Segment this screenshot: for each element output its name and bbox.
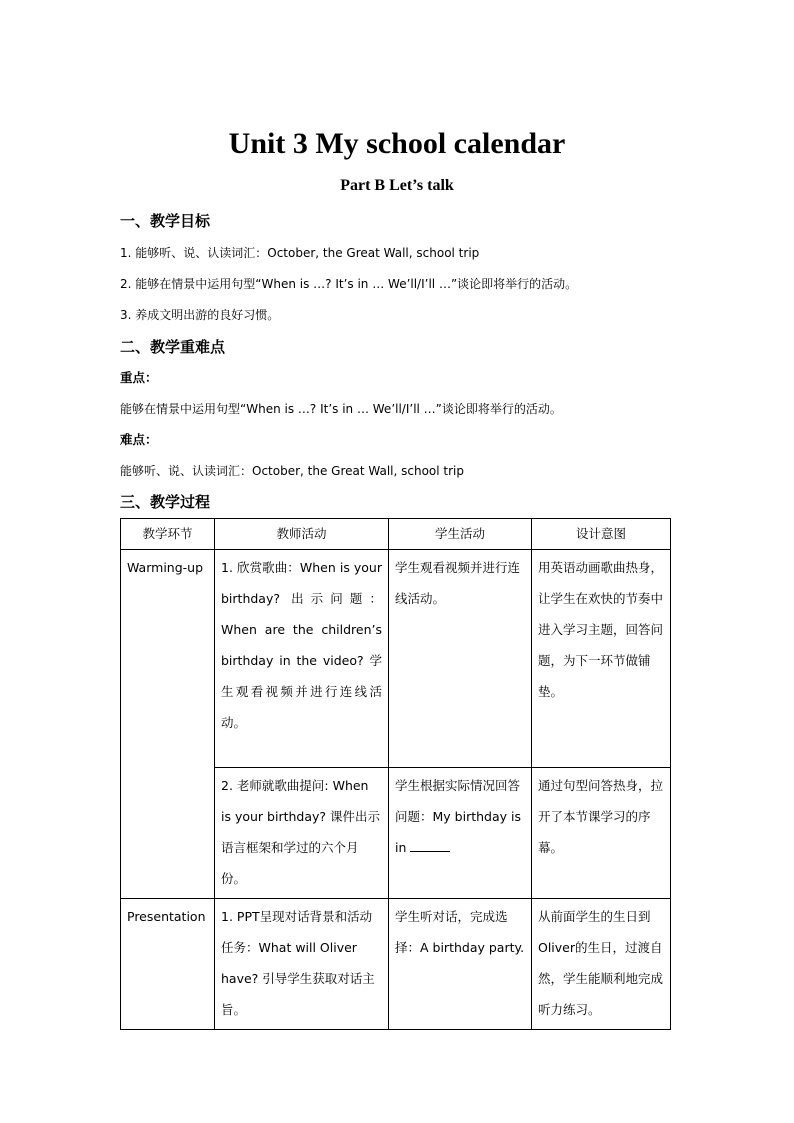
design-intent-cell: 从前面学生的生日到Oliver的生日，过渡自然，学生能顺利地完成听力练习。 [532,899,671,1030]
student-activity-cell: 学生观看视频并进行连线活动。 [389,550,532,768]
student-activity-text: 学生根据实际情况回答问题：My birthday is in [395,778,521,855]
page-subtitle: Part B Let’s talk [340,177,454,194]
student-activity-cell: 学生听对话，完成选择：A birthday party. [389,899,532,1030]
key-point-label: 重点： [120,370,158,385]
stage-cell: Presentation [121,899,215,1030]
teacher-activity-cell: 1. 欣赏歌曲：When is your birthday? 出示问题：When are the children’s birthday in the video? 学生观看视频并进行连线活动。 [215,550,389,768]
answer-blank [410,837,450,852]
table-header-row [121,519,671,550]
difficult-point-text: 能够听、说、认读词汇：October, the Great Wall, school trip [120,464,465,478]
column-header-teacher: 教师活动 [215,519,389,550]
objective-item-1: 1. 能够听、说、认读词汇：October, the Great Wall, school trip [120,246,480,260]
objective-item-3: 3. 养成文明出游的良好习惯。 [120,308,280,322]
objective-item-2: 2. 能够在情景中运用句型“When is …? It’s in … We’ll/I’ll …”谈论即将举行的活动。 [120,277,578,291]
student-activity-cell [389,768,532,899]
difficult-point-label: 难点： [120,432,158,447]
key-point-text: 能够在情景中运用句型“When is …? It’s in … We’ll/I’ll …”谈论即将举行的活动。 [120,402,562,416]
stage-cell: Warming-up [121,550,215,899]
teaching-process-table [120,518,671,1030]
column-header-intent: 设计意图 [532,519,671,550]
teacher-activity-cell: 2. 老师就歌曲提问: When is your birthday? 课件出示语言框架和学过的六个月份。 [215,768,389,899]
table-row [121,899,671,1030]
section-heading-key-points: 二、教学重难点 [120,338,226,356]
page-title: Unit 3 My school calendar [228,127,566,160]
section-heading-process: 三、教学过程 [120,493,211,511]
section-heading-objectives: 一、教学目标 [120,212,211,230]
column-header-stage: 教学环节 [121,519,215,550]
table-row [121,550,671,768]
column-header-student: 学生活动 [389,519,532,550]
design-intent-cell: 通过句型问答热身，拉开了本节课学习的序幕。 [532,768,671,899]
design-intent-cell: 用英语动画歌曲热身，让学生在欢快的节奏中进入学习主题，回答问题，为下一环节做铺垫。 [532,550,671,768]
teacher-activity-cell: 1. PPT呈现对话背景和活动任务：What will Oliver have? 引导学生获取对话主旨。 [215,899,389,1030]
